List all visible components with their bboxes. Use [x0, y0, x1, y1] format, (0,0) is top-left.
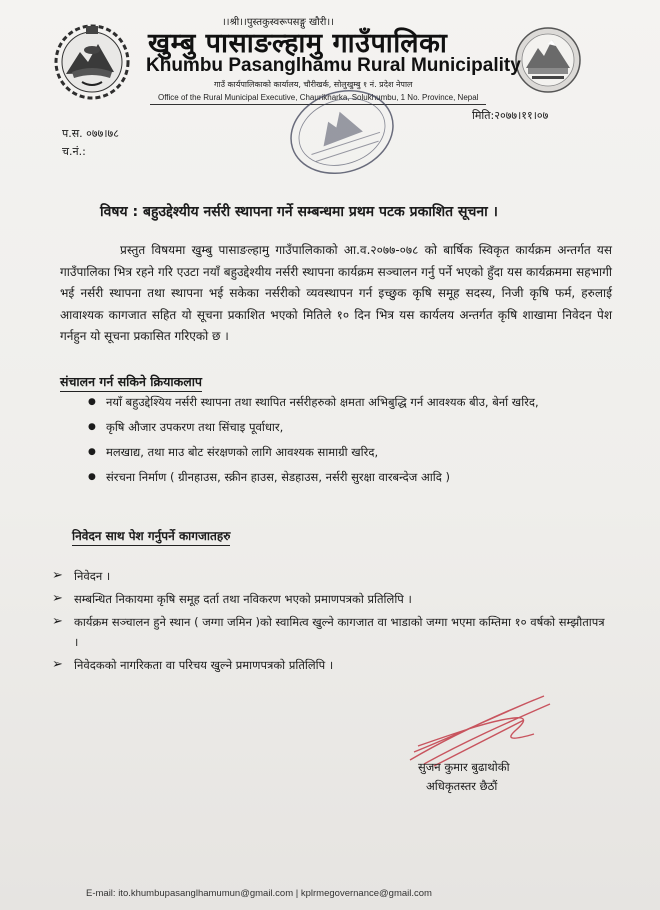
activities-list — [88, 392, 608, 492]
document-item: ➢ सम्बन्धित निकायमा कृषि समूह दर्ता तथा नविकरण भएको प्रमाणपत्रको प्रतिलिपि । — [52, 589, 612, 609]
activity-item: ● नयाँ बहुउद्देश्यिय नर्सरी स्थापना तथा स्थापित नर्सरीहरुको क्षमता अभिबुद्धि गर्न आवश्यक बीउ, बेर्ना खरिद, — [88, 392, 608, 413]
signatory-name: सुजन कुमार बुढाथोकी — [418, 760, 510, 774]
letterhead-motto: ।।श्री।।पुस्तकुस्वरूपसङ्गु खौरी।। — [222, 17, 334, 28]
documents-heading: निवेदन साथ पेश गर्नुपर्ने कागजातहरु — [72, 527, 230, 546]
municipality-name-nepali: खुम्बु पासाङल्हामु गाउँपालिका — [148, 28, 448, 59]
municipality-name-english: Khumbu Pasanglhamu Rural Municipality — [146, 55, 521, 76]
signatory-title: अधिकृतस्तर छैठौं — [426, 779, 498, 793]
nepal-emblem-icon — [52, 22, 132, 102]
documents-list — [52, 566, 612, 678]
activity-item: ● संरचना निर्माण ( ग्रीनहाउस, स्क्रीन हाउस, सेडहाउस, नर्सरी सुरक्षा वारबन्देज आदि ) — [88, 467, 608, 488]
office-stamp-icon — [282, 82, 402, 182]
activity-item: ● कृषि औजार उपकरण तथा सिंचाइ पूर्वाधार, — [88, 417, 608, 438]
letter-date: मिति:२०७७।११।०७ — [472, 109, 549, 122]
municipality-logo-icon — [514, 26, 582, 94]
document-item: ➢ निवेदकको नागरिकता वा परिचय खुल्ने प्रमाणपत्रको प्रतिलिपि । — [52, 655, 612, 675]
footer-email: E-mail: ito.khumbupasanglhamumun@gmail.com | kplrmegovernance@gmail.com — [86, 888, 432, 899]
signature-scribble-icon — [404, 690, 554, 770]
reference-number: प.स. ०७७।७८ — [62, 127, 119, 140]
dispatch-number: च.नं.: — [62, 145, 86, 158]
document-item: ➢ कार्यक्रम सञ्चालन हुने स्थान ( जग्गा जमिन )को स्वामित्व खुल्ने कागजात वा भाडाको जग्गा भएमा कम्तिमा १० वर्षको सम्झौतापत्र । — [52, 612, 612, 652]
document-item: ➢ निवेदन । — [52, 566, 612, 586]
notice-paragraph: प्रस्तुत विषयमा खुम्बु पासाङल्हामु गाउँपालिकाको आ.व.२०७७-०७८ को बार्षिक स्विकृत कार्यक्रम अन्तर्गत यस गाउँपालिका भित्र रहने गरि एउटा नयाँ बहुउद्देश्यीय नर्सरी स्थापना कार्यक्रम सञ्चालन गर्नु पर्ने भएको हुँदा यस कार्यक्रममा सहभागी भई नर्सरी स्थापना तथा स्थापना भई सकेका नर्सरीको व्यवस्थापन गर्न इच्छुक कृषि समूह सदस्य, निजी कृषि फर्म, हरुलाई आवाश्यक कागजात सहित यो सूचना प्रकाशित भएको मितिले १० दिन भित्र यस कार्यलय अन्तर्गत कृषि शाखामा निवेदन पेश गर्नहुन यो सूचना प्रकासित गरिएको छ । — [60, 243, 612, 343]
notice-body — [60, 240, 612, 348]
office-address-english: Office of the Rural Municipal Executive, Chaurikharka, Solukhumbu, 1 No. Province, Nepal — [158, 93, 479, 102]
activities-heading: संचालन गर्न सकिने क्रियाकलाप — [60, 373, 202, 392]
notice-subject: विषय : बहुउद्देश्यीय नर्सरी स्थापना गर्ने सम्बन्धमा प्रथम पटक प्रकाशित सूचना । — [100, 204, 498, 220]
office-address-nepali: गाउँ कार्यपालिकाको कार्यालय, चौरीखर्क, सोलुखुम्बु १ नं. प्रदेश नेपाल — [214, 80, 413, 89]
activity-item: ● मलखाद्य, तथा माउ बोट संरक्षणको लागि आवश्यक सामाग्री खरिद, — [88, 442, 608, 463]
